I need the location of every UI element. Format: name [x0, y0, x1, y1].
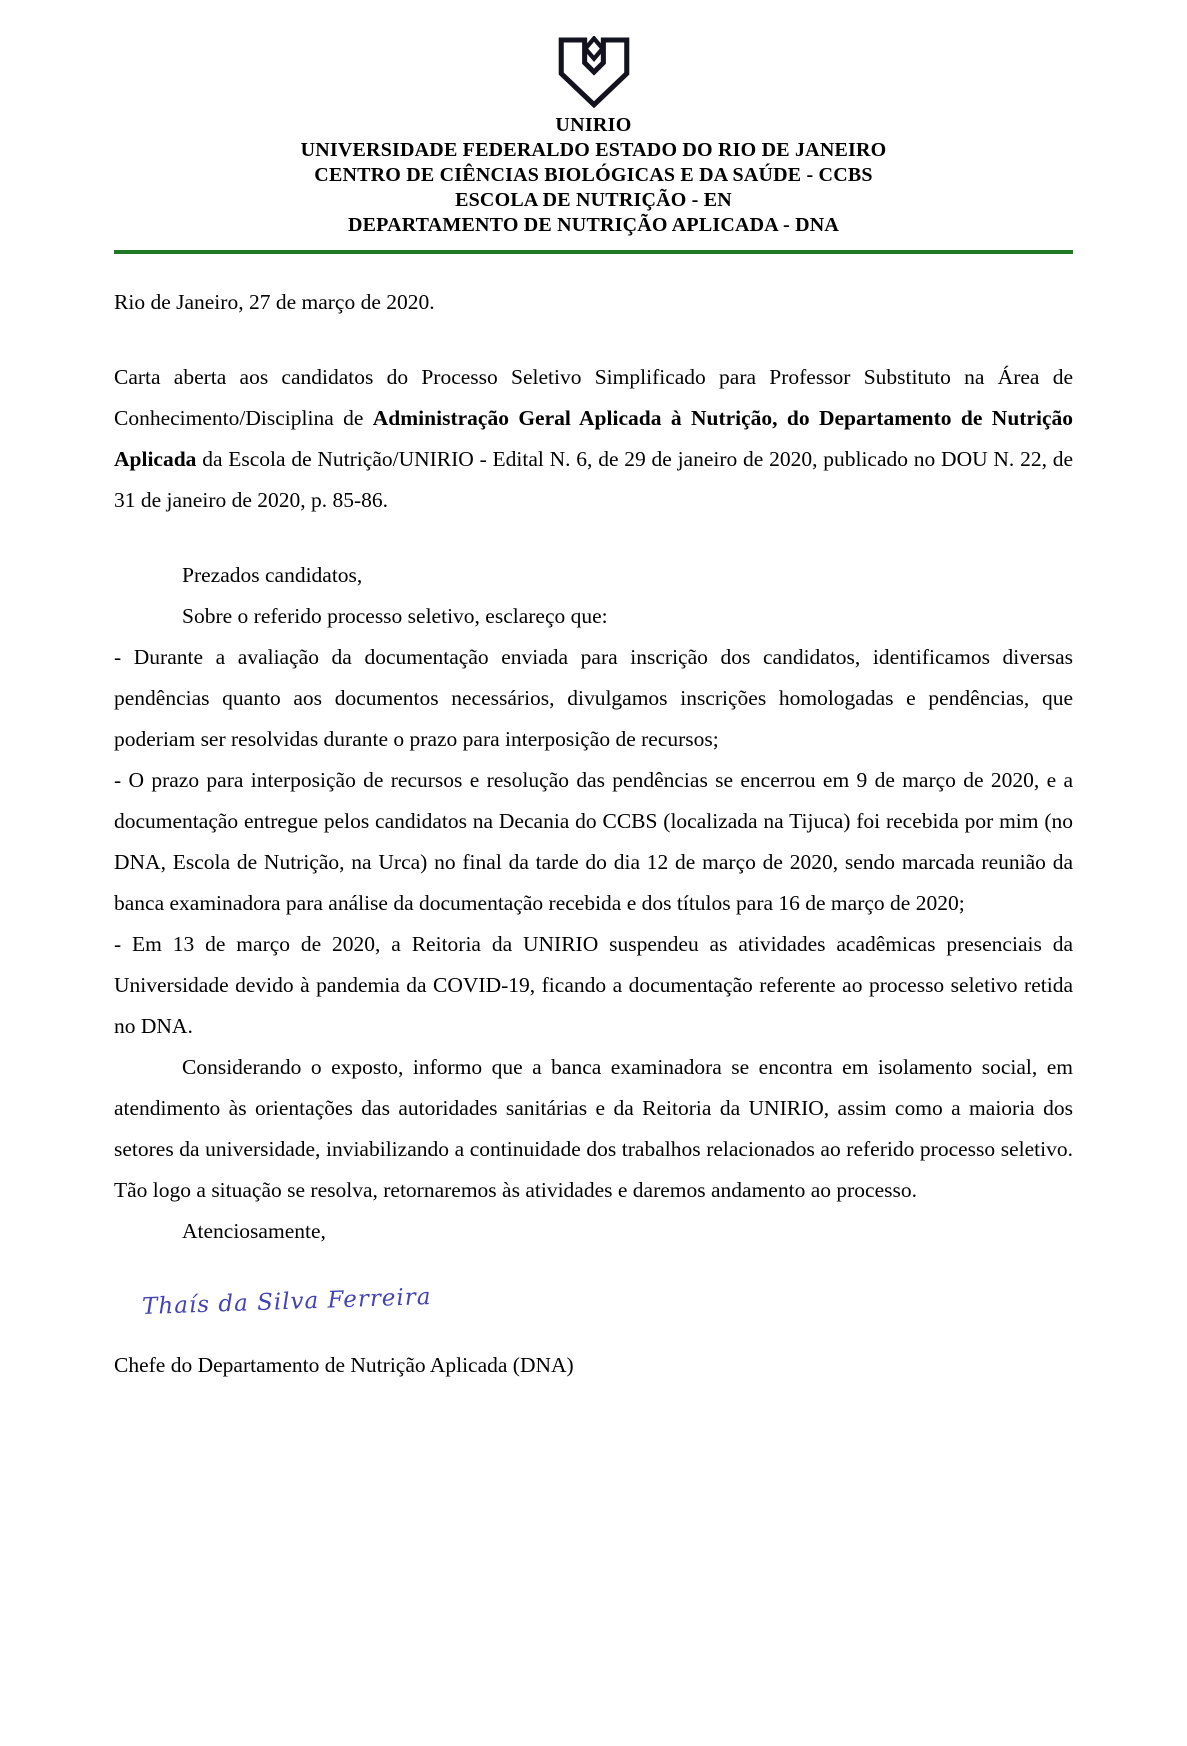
regards-line: Atenciosamente,: [182, 1219, 326, 1243]
signer-title: Chefe do Departamento de Nutrição Aplicada (DNA): [114, 1353, 574, 1377]
letterhead: [114, 36, 1073, 254]
date-line: Rio de Janeiro, 27 de março de 2020.: [114, 290, 435, 314]
letterhead-line-department: DEPARTAMENTO DE NUTRIÇÃO APLICADA - DNA: [347, 214, 839, 236]
closing-paragraph: Considerando o exposto, informo que a banca examinadora se encontra em isolamento social, em atendimento às orientações das autoridades sanitárias e da Reitoria da UNIRIO, assim como a maioria dos setores da universidade, inviabilizando a continuidade dos trabalhos relacionados ao referido processo seletivo. Tão logo a situação se resolva, retornaremos às atividades e daremos andamento ao processo.: [114, 1055, 1073, 1202]
logo-container: [114, 36, 1073, 108]
letterhead-line-university: UNIVERSIDADE FEDERALDO ESTADO DO RIO DE JANEIRO: [300, 139, 887, 161]
header-divider: [114, 250, 1073, 254]
org-acronym: UNIRIO: [555, 114, 632, 136]
item-paragraph-2: - O prazo para interposição de recursos e resolução das pendências se encerrou em 9 de março de 2020, e a documentação entregue pelos candidatos na Decania do CCBS (localizada na Tijuca) foi recebida por mim (no DNA, Escola de Nutrição, na Urca) no final da tarde do dia 12 de março de 2020, sendo marcada reunião da banca examinadora para análise da documentação recebida e dos títulos para 16 de março de 2020;: [114, 768, 1073, 915]
unirio-logo-icon: [555, 36, 633, 108]
intro-part1: Carta aberta aos candidatos do Processo Seletivo Simplificado para Professor Substituto na Área de Conhecimento/Disciplina de: [114, 365, 1073, 430]
signature-block: [114, 1282, 1073, 1386]
salutation: Prezados candidatos,: [182, 563, 363, 587]
item-paragraph-3: - Em 13 de março de 2020, a Reitoria da UNIRIO suspendeu as atividades acadêmicas presenciais da Universidade devido à pandemia da COVID-19, ficando a documentação referente ao processo seletivo retida no DNA.: [114, 932, 1073, 1038]
intro-paragraph: [114, 357, 1073, 521]
intro-part3: da Escola de Nutrição/UNIRIO - Edital N. 6, de 29 de janeiro de 2020, publicado no DOU N. 22, de 31 de janeiro de 2020, p. 85-86.: [114, 447, 1073, 512]
letterhead-line-school: ESCOLA DE NUTRIÇÃO - EN: [455, 189, 732, 211]
letterhead-line-center: CENTRO DE CIÊNCIAS BIOLÓGICAS E DA SAÚDE - CCBS: [314, 164, 873, 186]
intro-part-bold: Administração Geral Aplicada à Nutrição, do Departamento de Nutrição Aplicada: [114, 406, 1073, 471]
letter-body: [114, 282, 1073, 1386]
item-paragraph-1: - Durante a avaliação da documentação enviada para inscrição dos candidatos, identificamos diversas pendências quanto aos documentos necessários, divulgamos inscrições homologadas e pendências, que poderiam ser resolvidas durante o prazo para interposição de recursos;: [114, 645, 1073, 751]
opening-line: Sobre o referido processo seletivo, esclareço que:: [182, 604, 608, 628]
handwritten-signature: Thaís da Silva Ferreira: [141, 1283, 432, 1321]
